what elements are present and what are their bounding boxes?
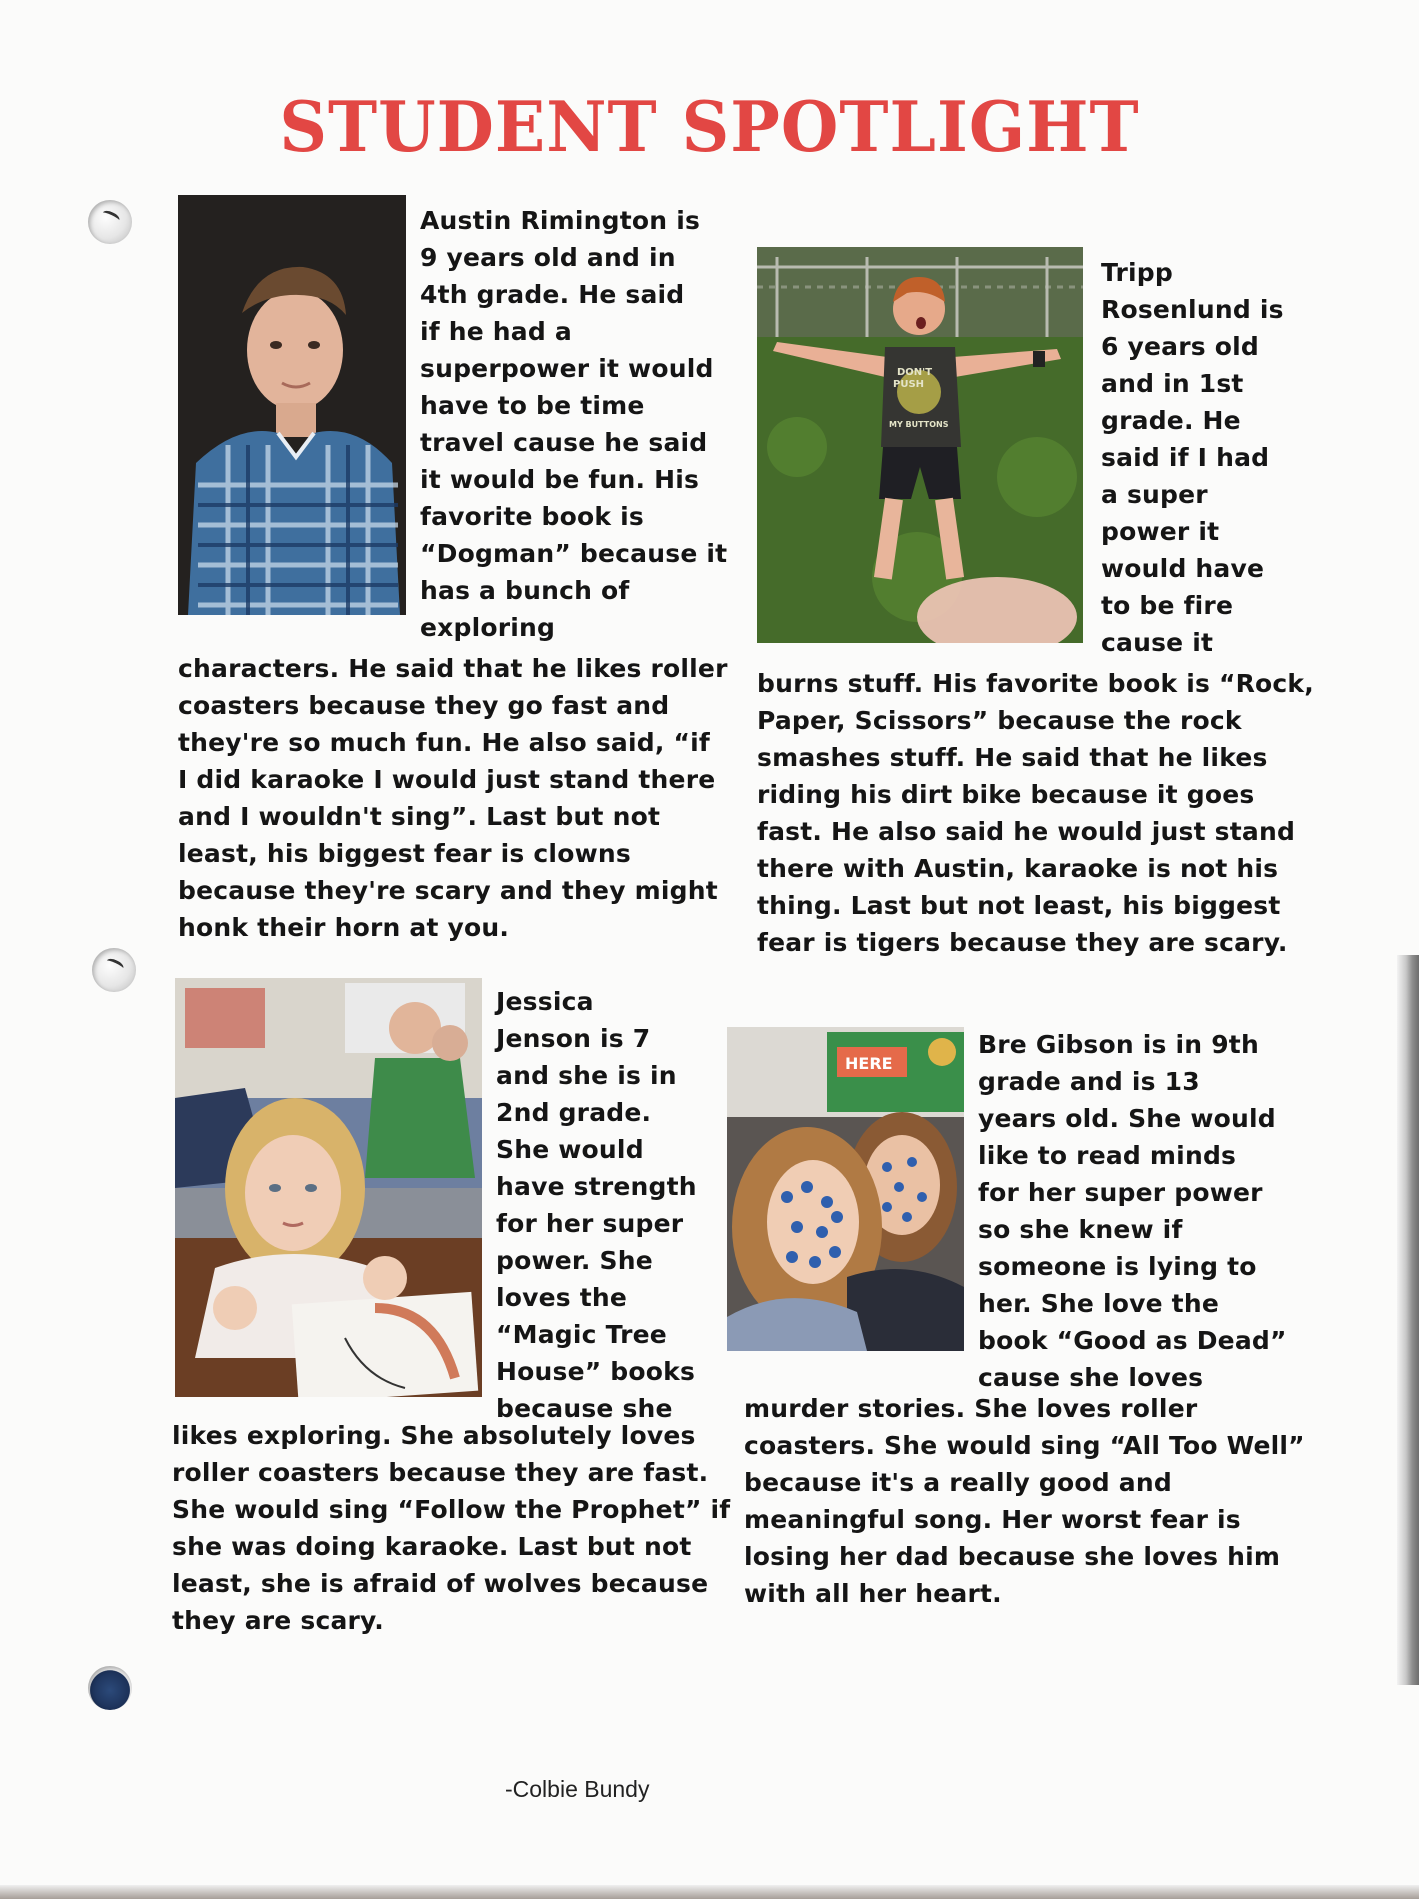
svg-text:PUSH: PUSH xyxy=(893,379,925,390)
svg-text:MY BUTTONS: MY BUTTONS xyxy=(889,420,949,429)
binder-hole-middle xyxy=(92,948,136,992)
tripp-text-below: burns stuff. His favorite book is “Rock, Paper, Scissors” because the rock smashes stuff. He said that he likes riding his dirt bike because it goes fast. He also said he would just stand there with Austin, karaoke is not his thing. Last but not least, his biggest fear is tigers because they are scary. xyxy=(757,669,1314,957)
svg-text:HERE: HERE xyxy=(845,1054,893,1073)
photo-austin xyxy=(178,195,406,615)
bre-text-beside: Bre Gibson is in 9th grade and is 13 years old. She would like to read minds for her super power so she knew if someone is lying to her. She love the book “Good as Dead” cause she loves xyxy=(978,1030,1287,1392)
page-bottom-edge xyxy=(0,1885,1419,1899)
svg-text:DON'T: DON'T xyxy=(897,367,933,378)
austin-text-below: characters. He said that he likes roller coasters because they go fast and they're so much fun. He also said, “if I did karaoke I would just stand there and I wouldn't sing”. Last but not least, his biggest fear is clowns because they're scary and they might honk their horn at you. xyxy=(178,654,728,942)
page-title: STUDENT SPOTLIGHT xyxy=(279,86,1140,168)
tripp-text-beside: Tripp Rosenlund is 6 years old and in 1st grade. He said if I had a super power it would have to be fire cause it xyxy=(1101,258,1284,657)
binder-hole-top xyxy=(88,200,132,244)
next-page-edge xyxy=(1397,955,1419,1685)
jessica-text-beside: Jessica Jenson is 7 and she is in 2nd grade. She would have strength for her super power. She loves the “Magic Tree House” books because she xyxy=(496,987,697,1423)
author-byline: -Colbie Bundy xyxy=(505,1776,650,1802)
binder-hole-bottom xyxy=(88,1666,132,1710)
austin-text-beside: Austin Rimington is 9 years old and in 4th grade. He said if he had a superpower it would have to be time travel cause he said it would be fun. His favorite book is “Dogman” because it has a bunch of exploring xyxy=(420,206,728,642)
photo-jessica xyxy=(175,978,482,1397)
bre-text-below: murder stories. She loves roller coasters. She would sing “All Too Well” because it's a really good and meaningful song. Her worst fear is losing her dad because she loves him with all her heart. xyxy=(744,1394,1305,1608)
jessica-text-below: likes exploring. She absolutely loves roller coasters because they are fast. She would sing “Follow the Prophet” if she was doing karaoke. Last but not least, she is afraid of wolves because they are scary. xyxy=(172,1421,731,1635)
photo-bre xyxy=(727,1027,964,1351)
photo-tripp xyxy=(757,247,1083,643)
